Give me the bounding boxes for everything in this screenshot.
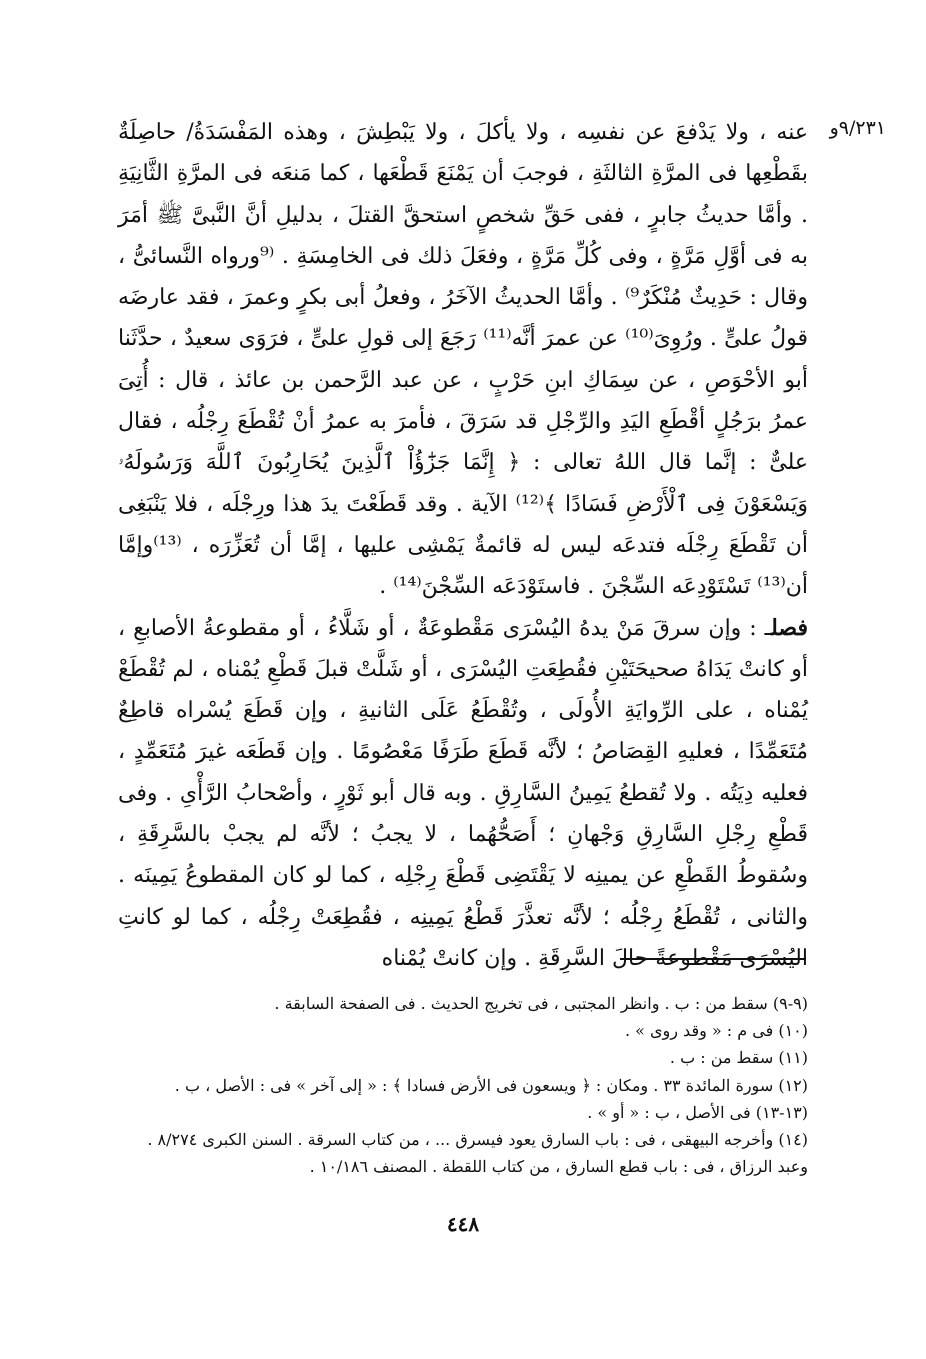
margin-folio-reference: ٩/٢٣١و [829,117,886,139]
section-label-fasl: فصل [771,614,808,641]
footnote-separator [620,958,806,960]
paragraph-2 [118,608,808,980]
footnotes [118,990,808,1180]
footnote-9: (٩-٩) سقط من : ب . وانظر المجتبى ، فى تخريج الحديث . فى الصفحة السابقة . [274,994,808,1013]
paragraph-1: عنه ، ولا يَدْفعَ عن نفسِه ، ولا يأكلَ ، ولا يَبْطِشَ ، وهذه المَفْسَدَةُ/ حاصِلَةٌ بقَطْعِها فى المرَّةِ الثالثَةِ ، فوجبَ أن يَمْنَعَ قَطْعَها ، كما مَنعَه فى المرَّةِ الثَّانِيَةِ . وأمَّا حديثُ جابرٍ ، ففى حَقِّ شخصٍ استحقَّ القتلَ ، بدليلِ أنَّ النَّبىَّ ﷺ أمَرَ به فى أوَّلِ مَرَّةٍ ، وفى كُلِّ مَرَّةٍ ، وفعَلَ ذلك فى الخامِسَةِ . ⁽⁹ورواه النَّسائىُّ ، وقال : حَدِيثٌ مُنْكَرٌ⁹⁾ . وأمَّا الحديثُ الآخَرُ ، وفعلُ أبى بكرٍ وعمرَ ، فقد عارضَه قولُ علىٍّ . ورُوِىَ⁽¹⁰⁾ عن عمرَ أنَّه⁽¹¹⁾ رَجَعَ إلى قولِ علىٍّ ، فرَوَى سعيدٌ ، حدَّثَنا أبو الأحْوَصِ ، عن سِمَاكِ ابنِ حَرْبٍ ، عن عبد الرَّحمن بن عائذ ، قال : أُتِىَ عمرُ برَجُلٍ أقْطَعِ اليَدِ والرِّجْلِ قد سَرَقَ ، فأمرَ به عمرُ أنْ تُقْطَعَ رِجْلُه ، فقال علىٌّ : إنَّما قال اللهُ تعالى : ﴿ إِنَّمَا جَزَٰٓؤُاْ ٱلَّذِينَ يُحَارِبُونَ ٱللَّهَ وَرَسُولَهُۥ وَيَسْعَوْنَ فِى ٱلْأَرْضِ فَسَادًا ﴾⁽¹²⁾ الآية . وقد قَطَعْتَ يدَ هذا ورِجْلَه ، فلا يَنْبَغِى أن تَقْطَعَ رِجْلَه فتدعَه ليس له قائمةٌ يَمْشِى عليها ، إمَّا أن تُعَزِّرَه ، ⁽¹³⁾وإمَّا أن⁽¹³⁾ تَسْتَوْدِعَه السِّجْنَ . فاستَوْدَعَه السِّجْنَ⁽¹⁴⁾ . [118,120,808,600]
footnote-13: (١٣-١٣) فى الأصل ، ب : « أو » . [587,1102,808,1122]
footnote-10: (١٠) فى م : « وقد روى » . [624,1021,808,1041]
main-text [118,112,808,979]
footnote-11: (١١) سقط من : ب . [669,1048,808,1068]
footnote-12: (١٢) سورة المائدة ٣٣ . ومكان : ﴿ ويسعون فى الأرض فسادا ﴾ : « إلى آخر » فى : الأصل ، ب . [174,1075,808,1095]
paragraph-2-text: ـ : وإن سرقَ مَنْ يدهُ اليُسْرَى مَقْطوعَةٌ ، أو شَلَّاءُ ، أو مقطوعةُ الأصابعِ ، أو كانتْ يَدَاهُ صحيحَتَيْنِ فقُطِعَتِ اليُسْرَى ، أو شَلَّتْ قبلَ قَطْعِ يُمْناه ، لم تُقْطَعْ يُمْناه ، على الرِّوايَةِ الأُولَى ، وتُقْطَعُ عَلَى الثانيةِ ، وإن قَطَعَ يُسْراه قاطِعٌ مُتَعَمِّدًا ، فعليهِ القِصَاصُ ؛ لأنَّه قَطَعَ طَرَفًا مَعْصُومًا . وإن قَطَعَه غيرَ مُتَعَمِّدٍ ، فعليه دِيَتُه . ولا تُقطعُ يَمِينُ السَّارِقِ . وبه قال أبو ثَوْرٍ ، وأصْحابُ الرَّأْىِ . وفى قَطْعِ رِجْلِ السَّارِقِ وَجْهانِ ؛ أَصَحُّهُما ، لا يجبُ ؛ لأنَّه لم يجبْ بالسَّرِقَةِ ، وسُقوطُ القَطْعِ عن يمينِه لا يَقْتَضِى قَطْعَ رِجْلِه ، كما لو كان المقطوعُ يَمِينَه . والثانى ، تُقْطَعُ رِجْلُه ؛ لأنَّه تعذَّرَ قَطْعُ يَمِينِه ، فقُطِعَتْ رِجْلُه ، كما لو كانتِ اليُسْرَى مَقْطوعةً حالَ السَّرِقَةِ . وإن كانتْ يُمْناه [118,615,808,971]
page-number: ٤٤٨ [446,1212,480,1236]
footnote-14: (١٤) وأخرجه البيهقى ، فى : باب السارق يعود فيسرق ... ، من كتاب السرقة . السنن الكبرى ٨/٢٧٤ . وعبد الرزاق ، فى : باب قطع السارق ، من كتاب اللقطة . المصنف ١٠/١٨٦ . [147,1130,808,1177]
